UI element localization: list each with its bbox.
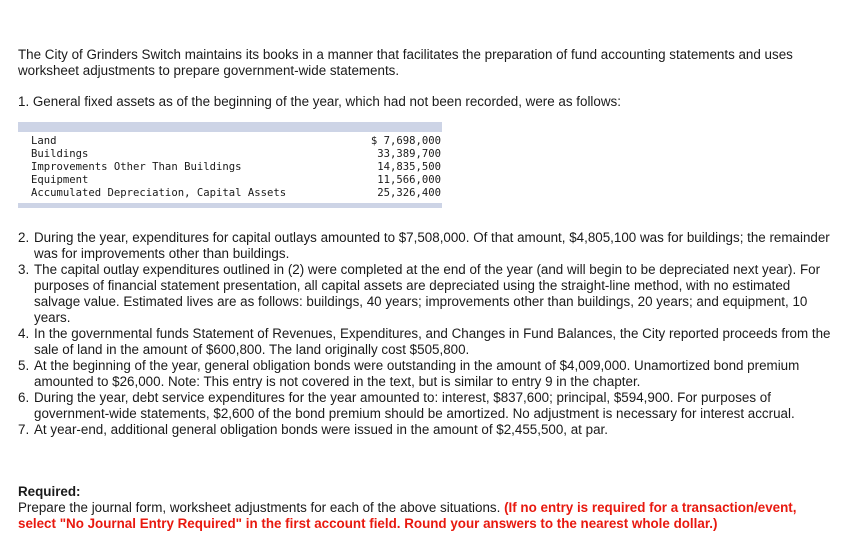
item-text: During the year, expenditures for capital outlays amounted to $7,508,000. Of that amount, $4,805,100 was for buildings; the remainder was for improvements other than buildings. bbox=[34, 230, 830, 261]
table-header-bar bbox=[18, 122, 442, 132]
asset-value: $ 7,698,000 bbox=[370, 135, 441, 147]
fixed-assets-table bbox=[18, 135, 441, 200]
intro-paragraph: The City of Grinders Switch maintains its books in a manner that facilitates the preparation of fund accounting statements and uses worksheet adjustments to prepare government-wide statements. bbox=[18, 47, 793, 78]
table-row bbox=[18, 187, 441, 200]
item-text: In the governmental funds Statement of Revenues, Expenditures, and Changes in Fund Balances, the City reported proceeds from the sale of land in the amount of $600,800. The land originally cost $505,800. bbox=[34, 326, 831, 357]
list-item bbox=[18, 422, 834, 438]
asset-value: 33,389,700 bbox=[377, 148, 441, 160]
asset-label: Equipment bbox=[31, 174, 89, 186]
asset-label: Buildings bbox=[31, 148, 89, 160]
fixed-assets-table-container bbox=[18, 122, 442, 208]
transaction-list bbox=[18, 230, 834, 438]
item-1: 1. General fixed assets as of the beginning of the year, which had not been recorded, were as follows: bbox=[18, 94, 621, 109]
table-row bbox=[18, 174, 441, 187]
item-text: At the beginning of the year, general obligation bonds were outstanding in the amount of $4,009,000. Unamortized bond premium amounted to $26,000. Note: This entry is not covered in the text, but is similar to entry 9 in the chapter. bbox=[34, 358, 800, 389]
table-row bbox=[18, 135, 441, 148]
required-section bbox=[18, 484, 830, 532]
list-item bbox=[18, 390, 834, 422]
required-note: (If no entry is required for a transaction/event, select "No Journal Entry Required" in the first account field. Round your answers to the nearest whole dollar.) bbox=[18, 500, 797, 531]
item-number: 4. bbox=[18, 326, 30, 341]
item-number: 3. bbox=[18, 262, 30, 277]
asset-label: Land bbox=[31, 135, 57, 147]
list-item bbox=[18, 326, 834, 358]
required-instructions bbox=[18, 500, 830, 532]
item-text: The capital outlay expenditures outlined in (2) were completed at the end of the year (and will begin to be depreciated next year). For purposes of financial statement presentation, all capital assets are depreciated using the straight-line method, with no estimated salvage value. Estimated lives are as follows: buildings, 40 years; improvements other than buildings, 20 years; and equipment, 10 years. bbox=[34, 262, 821, 325]
item-text: During the year, debt service expenditures for the year amounted to: interest, $837,600; principal, $594,900. For purposes of government-wide statements, $2,600 of the bond premium should be amortized. No adjustment is necessary for interest accrual. bbox=[34, 390, 795, 421]
item-text: At year-end, additional general obligation bonds were issued in the amount of $2,455,500, at par. bbox=[34, 422, 608, 437]
asset-value: 25,326,400 bbox=[377, 187, 441, 199]
table-row bbox=[18, 148, 441, 161]
required-title: Required: bbox=[18, 484, 81, 499]
asset-value: 11,566,000 bbox=[377, 174, 441, 186]
asset-label: Accumulated Depreciation, Capital Assets bbox=[31, 187, 287, 199]
table-footer-bar bbox=[18, 203, 442, 208]
list-item bbox=[18, 262, 834, 326]
item-number: 5. bbox=[18, 358, 30, 373]
asset-label: Improvements Other Than Buildings bbox=[31, 161, 242, 173]
item-number: 6. bbox=[18, 390, 30, 405]
item-number: 7. bbox=[18, 422, 30, 437]
required-text: Prepare the journal form, worksheet adjustments for each of the above situations. bbox=[18, 500, 501, 515]
list-item bbox=[18, 358, 834, 390]
table-row bbox=[18, 161, 441, 174]
list-item bbox=[18, 230, 834, 262]
item-number: 2. bbox=[18, 230, 30, 245]
asset-value: 14,835,500 bbox=[377, 161, 441, 173]
